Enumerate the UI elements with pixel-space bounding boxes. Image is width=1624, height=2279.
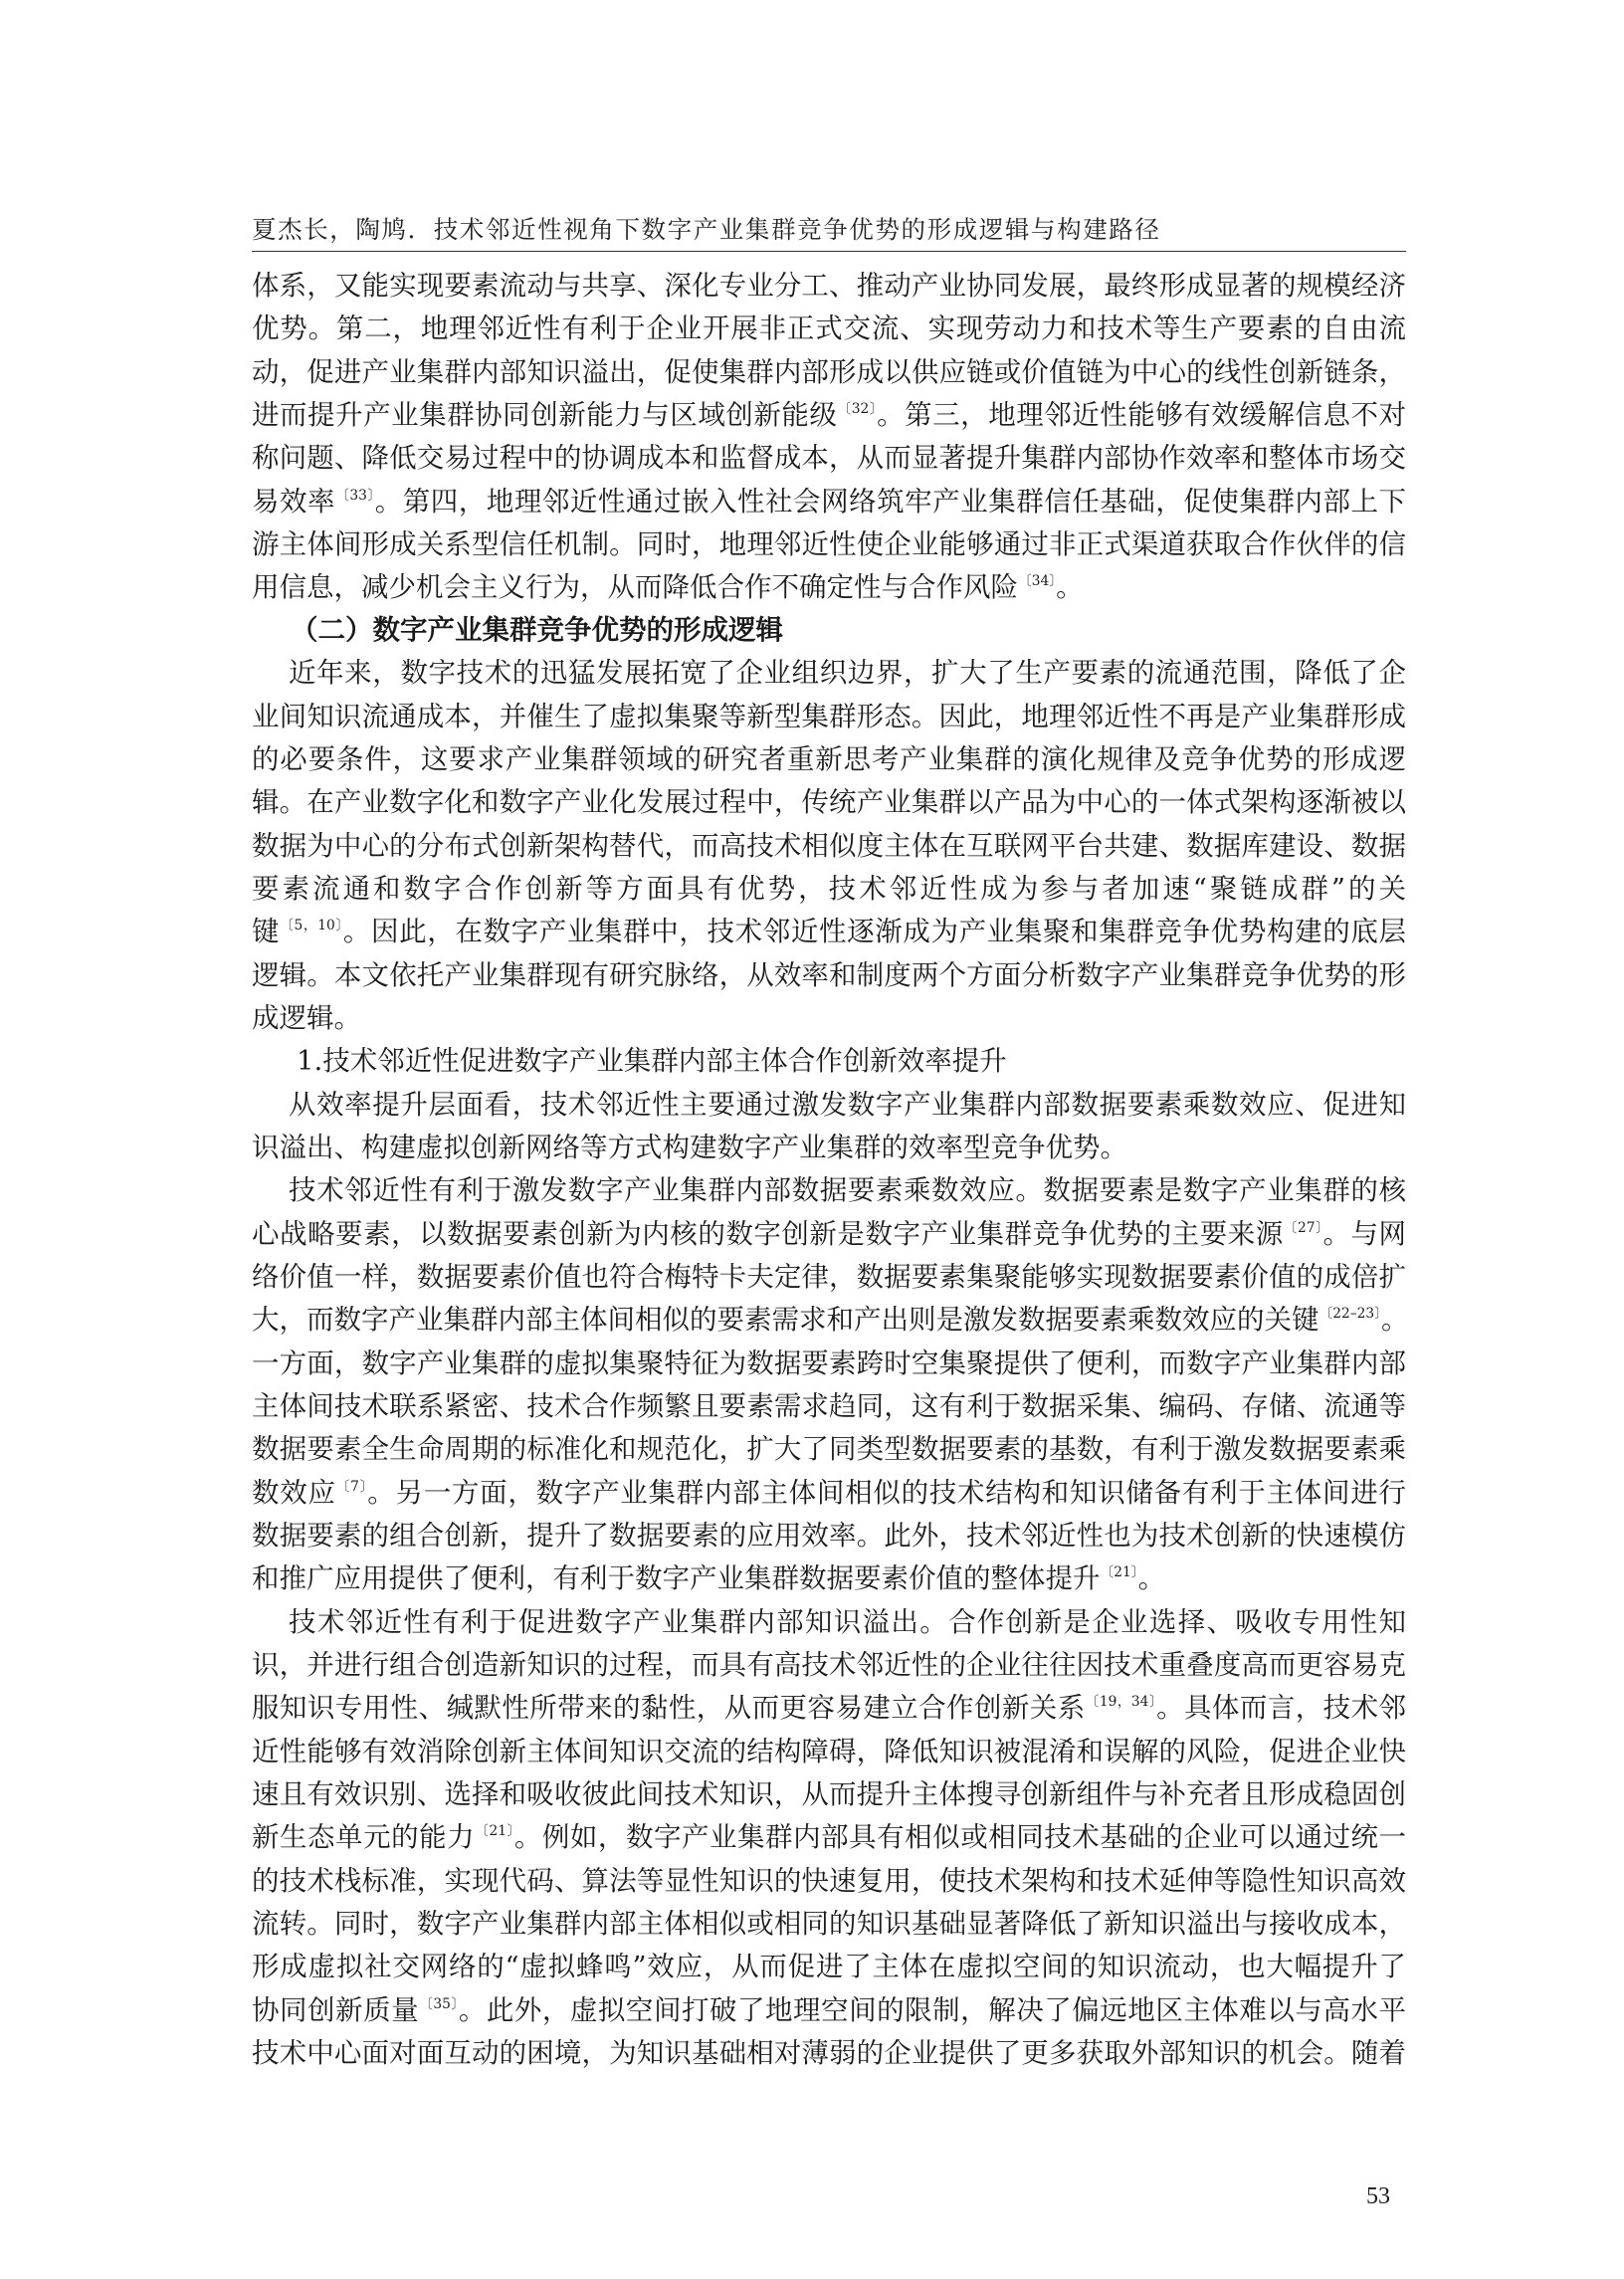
text-segment: 进而提升产业集群协同创新能力与区域创新能级 xyxy=(252,399,838,431)
text-line xyxy=(252,1688,1406,1728)
text-line: 数据为中心的分布式创新架构替代，而高技术相似度主体在互联网平台共建、数据库建设、数据 xyxy=(252,830,1406,862)
text-segment: 数效应 xyxy=(252,1477,336,1509)
text-line: 流转。同时，数字产业集群内部主体相似或相同的知识基础显著降低了新知识溢出与接收成本， xyxy=(252,1908,1406,1940)
citation: 〔35〕 xyxy=(419,1996,459,2012)
text-line xyxy=(252,1558,1406,1598)
text-line xyxy=(252,1214,1406,1254)
text-line: 优势。第二，地理邻近性有利于企业开展非正式交流、实现劳动力和技术等生产要素的自由流 xyxy=(252,312,1406,344)
text-line: 技术中心面对面互动的困境，为知识基础相对薄弱的企业提供了更多获取外部知识的机会。随着 xyxy=(252,2037,1406,2069)
text-segment: 。第四，地理邻近性通过嵌入性社会网络筑牢产业集群信任基础，促使集群内部上下 xyxy=(374,486,1406,518)
text-line: 辑。在产业数字化和数字产业化发展过程中，传统产业集群以产品为中心的一体式架构逐渐被以 xyxy=(252,786,1406,818)
text-segment: 。另一方面，数字产业集群内部主体间相似的技术结构和知识储备有利于主体间进行 xyxy=(367,1477,1406,1509)
text-line: 络价值一样，数据要素价值也符合梅特卡夫定律，数据要素集聚能够实现数据要素价值的成倍扩 xyxy=(252,1261,1406,1293)
text-line: 的技术栈标准，实现代码、算法等显性知识的快速复用，使技术架构和技术延伸等隐性知识高效 xyxy=(252,1865,1406,1897)
text-segment: 。 xyxy=(1137,1562,1166,1594)
text-segment: 新生态单元的能力 xyxy=(252,1821,476,1853)
text-segment: 大，而数字产业集群内部主体间相似的要素需求和产出则是激发数据要素乘数效应的关键 xyxy=(252,1304,1320,1336)
text-line: 近年来，数字技术的迅猛发展拓宽了企业组织边界，扩大了生产要素的流通范围，降低了企 xyxy=(289,657,1406,689)
text-segment: 用信息，减少机会主义行为，从而降低合作不确定性与合作风险 xyxy=(252,571,1018,603)
text-segment: 和推广应用提供了便利，有利于数字产业集群数据要素价值的整体提升 xyxy=(252,1562,1101,1594)
text-segment: 。 xyxy=(1381,1304,1409,1336)
text-line: 技术邻近性有利于促进数字产业集群内部知识溢出。合作创新是企业选择、吸收专用性知 xyxy=(289,1606,1406,1638)
text-line: 游主体间形成关系型信任机制。同时，地理邻近性使企业能够通过非正式渠道获取合作伙伴的信 xyxy=(252,528,1406,560)
citation: 〔22–23〕 xyxy=(1319,1306,1381,1322)
text-line: 的必要条件，这要求产业集群领域的研究者重新思考产业集群的演化规律及竞争优势的形成逻 xyxy=(252,743,1406,775)
text-segment: 易效率 xyxy=(252,486,336,518)
text-line: 技术邻近性有利于激发数字产业集群内部数据要素乘数效应。数据要素是数字产业集群的核 xyxy=(289,1174,1406,1206)
text-line xyxy=(252,912,1406,951)
text-line: 体系，又能实现要素流动与共享、深化专业分工、推动产业协同发展，最终形成显著的规模经济 xyxy=(252,270,1406,302)
citation: 〔32〕 xyxy=(837,401,878,417)
text-segment: 键 xyxy=(252,916,281,947)
section-heading: （二）数字产业集群竞争优势的形成逻辑 xyxy=(291,614,783,646)
text-line: 一方面，数字产业集群的虚拟集聚特征为数据要素跨时空集聚提供了便利，而数字产业集群内部 xyxy=(252,1347,1406,1379)
citation: 〔21〕 xyxy=(475,1823,514,1839)
text-line xyxy=(252,567,1406,607)
text-segment: 。与网 xyxy=(1322,1218,1407,1250)
text-line xyxy=(252,1473,1406,1513)
text-line: 数据要素的组合创新，提升了数据要素的应用效率。此外，技术邻近性也为技术创新的快速模仿 xyxy=(252,1520,1406,1552)
text-segment: 。具体而言，技术邻 xyxy=(1156,1692,1407,1724)
text-line xyxy=(252,1817,1406,1857)
text-line: 速且有效识别、选择和吸收彼此间技术知识，从而提升主体搜寻创新组件与补充者且形成稳固创 xyxy=(252,1778,1406,1810)
citation: 〔21〕 xyxy=(1100,1564,1138,1580)
text-line xyxy=(252,1300,1409,1340)
citation: 〔5，10〕 xyxy=(280,918,343,933)
subsection-heading: 1.技术邻近性促进数字产业集群内部主体合作创新效率提升 xyxy=(297,1045,1007,1077)
header-rule xyxy=(252,251,1406,252)
text-line: 从效率提升层面看，技术邻近性主要通过激发数字产业集群内部数据要素乘数效应、促进知 xyxy=(289,1089,1406,1121)
text-line: 称问题、降低交易过程中的协调成本和监督成本，从而显著提升集群内部协作效率和整体市场交 xyxy=(252,442,1406,474)
text-line xyxy=(252,395,1406,435)
text-line: 近性能够有效消除创新主体间知识交流的结构障碍，降低知识被混淆和误解的风险，促进企业快 xyxy=(252,1736,1406,1767)
text-segment: 心战略要素，以数据要素创新为内核的数字创新是数字产业集群竞争优势的主要来源 xyxy=(252,1218,1284,1250)
text-segment: 。因此，在数字产业集群中，技术邻近性逐渐成为产业集聚和集群竞争优势构建的底层 xyxy=(342,916,1406,947)
running-header: 夏杰长，陶鸠．技术邻近性视角下数字产业集群竞争优势的形成逻辑与构建路径 xyxy=(252,215,1161,244)
text-segment: 。第三，地理邻近性能够有效缓解信息不对 xyxy=(877,399,1406,431)
text-line: 业间知识流通成本，并催生了虚拟集聚等新型集群形态。因此，地理邻近性不再是产业集群形成 xyxy=(252,701,1406,732)
text-segment: 协同创新质量 xyxy=(252,1994,420,2026)
text-line: 主体间技术联系紧密、技术合作频繁且要素需求趋同，这有利于数据采集、编码、存储、流通等 xyxy=(252,1390,1406,1422)
citation: 〔34〕 xyxy=(1018,573,1057,589)
text-line: 逻辑。本文依托产业集群现有研究脉络，从效率和制度两个方面分析数字产业集群竞争优势的形 xyxy=(252,959,1406,991)
text-line: 数据要素全生命周期的标准化和规范化，扩大了同类型数据要素的基数，有利于激发数据要素乘 xyxy=(252,1433,1406,1465)
text-line: 要素流通和数字合作创新等方面具有优势，技术邻近性成为参与者加速“聚链成群”的关 xyxy=(252,873,1406,905)
text-segment: 。 xyxy=(1056,571,1084,603)
page-number: 53 xyxy=(1366,2183,1390,2209)
text-line xyxy=(252,482,1406,521)
text-line: 识溢出、构建虚拟创新网络等方式构建数字产业集群的效率型竞争优势。 xyxy=(252,1132,1127,1163)
text-segment: 。此外，虚拟空间打破了地理空间的限制，解决了偏远地区主体难以与高水平 xyxy=(458,1994,1406,2026)
text-segment: 。例如，数字产业集群内部具有相似或相同技术基础的企业可以通过统一 xyxy=(513,1821,1407,1853)
text-line: 识，并进行组合创造新知识的过程，而具有高技术邻近性的企业往往因技术重叠度高而更容易克 xyxy=(252,1649,1406,1681)
citation: 〔19，34〕 xyxy=(1085,1694,1157,1710)
citation: 〔7〕 xyxy=(335,1479,368,1495)
text-line: 形成虚拟社交网络的“虚拟蜂鸣”效应，从而促进了主体在虚拟空间的知识流动，也大幅提升了 xyxy=(252,1951,1406,1982)
text-segment: 服知识专用性、缄默性所带来的黏性，从而更容易建立合作创新关系 xyxy=(252,1692,1086,1724)
text-line: 动，促进产业集群内部知识溢出，促使集群内部形成以供应链或价值链为中心的线性创新链条， xyxy=(252,356,1406,388)
citation: 〔27〕 xyxy=(1283,1220,1323,1236)
citation: 〔33〕 xyxy=(335,488,375,504)
text-line: 成逻辑。 xyxy=(252,1002,361,1034)
text-line xyxy=(252,1990,1406,2030)
